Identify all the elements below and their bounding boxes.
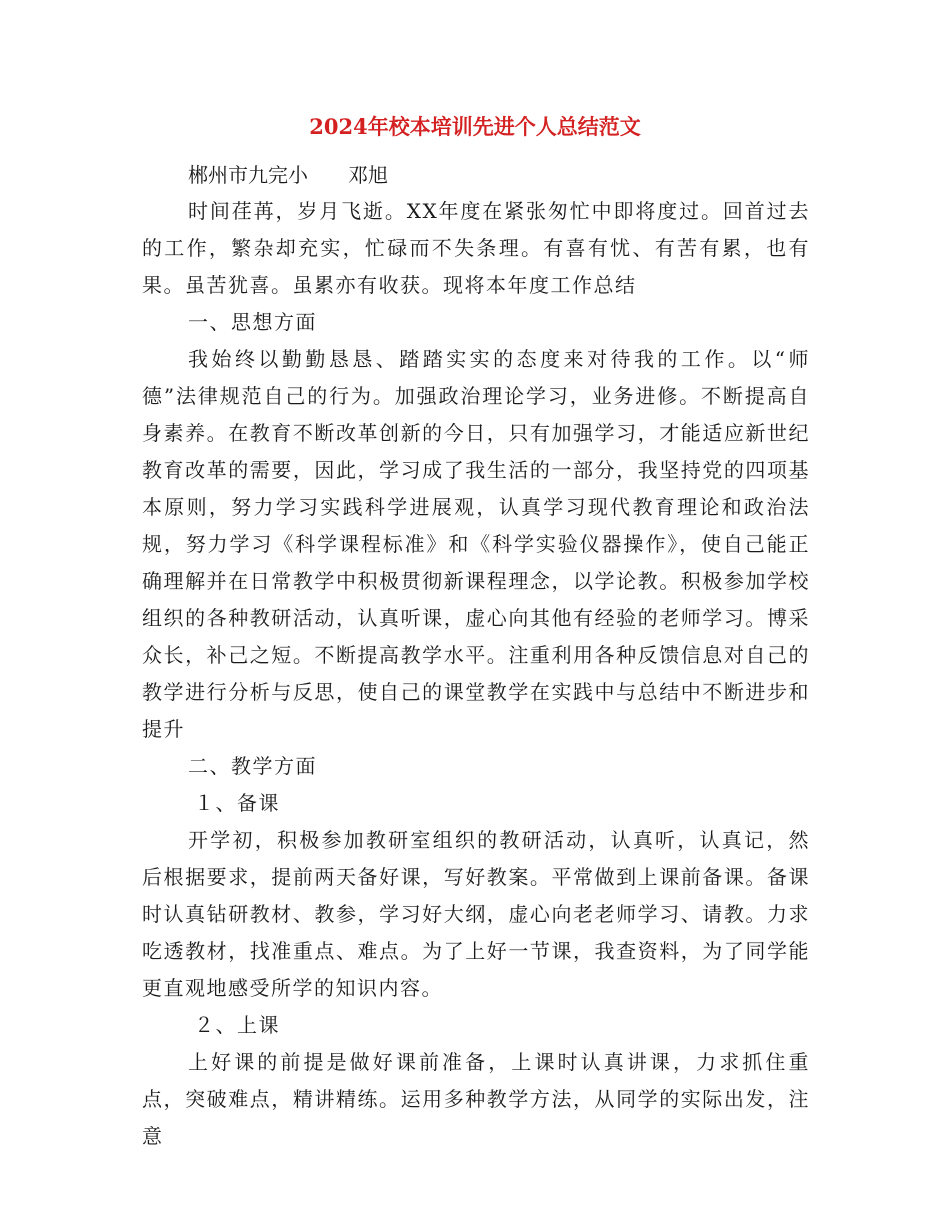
paragraph-class: 上好课的前提是做好课前准备，上课时认真讲课，力求抓住重点，突破难点，精讲精练。运用多种教学方法，从同学的实际出发，注意 — [142, 1050, 810, 1148]
paragraph-thought: 我始终以勤勤恳恳、踏踏实实的态度来对待我的工作。以“师德”法律规范自己的行为。加强政治理论学习，业务进修。不断提高自身素养。在教育不断改革创新的今日，只有加强学习，才能适应新世纪教育改革的需要，因此，学习成了我生活的一部分，我坚持党的四项基本原则，努力学习实践科学进展观，认真学习现代教育理论和政治法规，努力学习《科学课程标准》和《科学实验仪器操作》，使自己能正确理解并在日常教学中积极贯彻新课程理念，以学论教。积极参加学校组织的各种教研活动，认真听课，虚心向其他有经验的老师学习。博采众长，补己之短。不断提高教学水平。注重利用各种反馈信息对自己的教学进行分析与反思，使自己的课堂教学在实践中与总结中不断进步和提升 — [142, 347, 810, 741]
subheading-lesson-prep: １、备课 — [194, 791, 280, 815]
paragraph-lesson-prep: 开学初，积极参加教研室组织的教研活动，认真听，认真记，然后根据要求，提前两天备好课，写好教案。平常做到上课前备课。备课时认真钻研教材、教参，学习好大纲，虚心向老老师学习、请教。力求吃透教材，找准重点、难点。为了上好一节课，我查资料，为了同学能更直观地感受所学的知识内容。 — [142, 828, 810, 1000]
document-body — [142, 193, 810, 1155]
paragraph-intro: 时间荏苒，岁月飞逝。XX年度在紧张匆忙中即将度过。回首过去的工作，繁杂却充实，忙碌而不失条理。有喜有忧、有苦有累，也有果。虽苦犹喜。虽累亦有收获。现将本年度工作总结 — [142, 199, 810, 297]
section-heading-teaching: 二、教学方面 — [188, 754, 317, 778]
author-line: 郴州市九完小 邓旭 — [188, 163, 388, 187]
document-title: 2024年校本培训先进个人总结范文 — [309, 114, 641, 139]
subheading-class: ２、上课 — [194, 1013, 280, 1037]
section-heading-thought: 一、思想方面 — [188, 310, 317, 334]
